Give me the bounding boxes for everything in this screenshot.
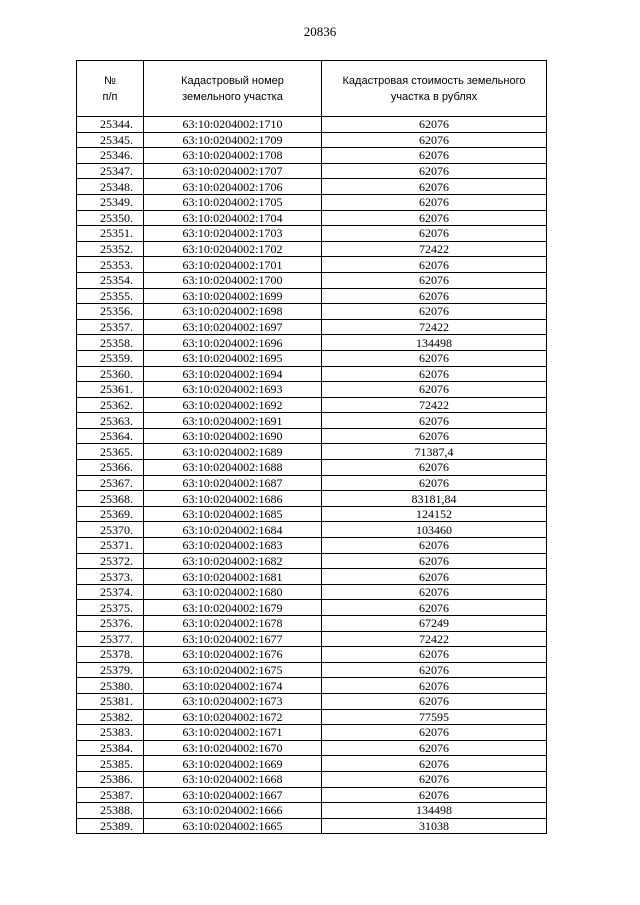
cadastral-value-cell: 62076 bbox=[322, 584, 547, 600]
table-row bbox=[77, 366, 547, 382]
row-number-cell: 25345. bbox=[77, 132, 144, 148]
table-row bbox=[77, 600, 547, 616]
cadastral-number-cell: 63:10:0204002:1669 bbox=[144, 756, 322, 772]
table-row bbox=[77, 818, 547, 834]
cadastral-number-cell: 63:10:0204002:1687 bbox=[144, 475, 322, 491]
cadastral-value-cell: 72422 bbox=[322, 319, 547, 335]
row-number-cell: 25366. bbox=[77, 460, 144, 476]
cadastral-number-cell: 63:10:0204002:1689 bbox=[144, 444, 322, 460]
cadastral-number-cell: 63:10:0204002:1683 bbox=[144, 538, 322, 554]
cadastral-value-cell: 62076 bbox=[322, 428, 547, 444]
cadastral-number-cell: 63:10:0204002:1696 bbox=[144, 335, 322, 351]
table-row bbox=[77, 787, 547, 803]
cadastral-number-cell: 63:10:0204002:1704 bbox=[144, 210, 322, 226]
cadastral-value-cell: 62076 bbox=[322, 226, 547, 242]
table-row bbox=[77, 179, 547, 195]
row-number-cell: 25358. bbox=[77, 335, 144, 351]
cadastral-value-cell: 62076 bbox=[322, 257, 547, 273]
cadastral-number-cell: 63:10:0204002:1710 bbox=[144, 117, 322, 133]
table-row bbox=[77, 662, 547, 678]
row-number-cell: 25381. bbox=[77, 693, 144, 709]
row-number-cell: 25361. bbox=[77, 382, 144, 398]
cadastral-value-cell: 124152 bbox=[322, 506, 547, 522]
row-number-cell: 25353. bbox=[77, 257, 144, 273]
cadastral-number-cell: 63:10:0204002:1701 bbox=[144, 257, 322, 273]
row-number-cell: 25374. bbox=[77, 584, 144, 600]
cadastral-number-cell: 63:10:0204002:1668 bbox=[144, 771, 322, 787]
row-number-cell: 25376. bbox=[77, 616, 144, 632]
cadastral-number-cell: 63:10:0204002:1691 bbox=[144, 413, 322, 429]
cadastral-value-cell: 83181,84 bbox=[322, 491, 547, 507]
cadastral-value-cell: 62076 bbox=[322, 725, 547, 741]
row-number-cell: 25351. bbox=[77, 226, 144, 242]
row-number-cell: 25360. bbox=[77, 366, 144, 382]
row-number-cell: 25357. bbox=[77, 319, 144, 335]
header-cadastral-number: Кадастровый номер земельного участка bbox=[144, 61, 322, 117]
cadastral-value-cell: 62076 bbox=[322, 756, 547, 772]
table-row bbox=[77, 553, 547, 569]
cadastral-value-cell: 62076 bbox=[322, 460, 547, 476]
cadastral-value-cell: 134498 bbox=[322, 335, 547, 351]
cadastral-value-cell: 62076 bbox=[322, 350, 547, 366]
cadastral-value-cell: 62076 bbox=[322, 382, 547, 398]
cadastral-value-cell: 31038 bbox=[322, 818, 547, 834]
row-number-cell: 25378. bbox=[77, 647, 144, 663]
cadastral-number-cell: 63:10:0204002:1690 bbox=[144, 428, 322, 444]
cadastral-number-cell: 63:10:0204002:1699 bbox=[144, 288, 322, 304]
table-row bbox=[77, 631, 547, 647]
cadastral-value-cell: 62076 bbox=[322, 538, 547, 554]
row-number-cell: 25371. bbox=[77, 538, 144, 554]
row-number-cell: 25384. bbox=[77, 740, 144, 756]
row-number-cell: 25346. bbox=[77, 148, 144, 164]
row-number-cell: 25382. bbox=[77, 709, 144, 725]
cadastral-number-cell: 63:10:0204002:1706 bbox=[144, 179, 322, 195]
table-row bbox=[77, 569, 547, 585]
table-row bbox=[77, 319, 547, 335]
row-number-cell: 25344. bbox=[77, 117, 144, 133]
header-row bbox=[77, 61, 547, 117]
cadastral-number-cell: 63:10:0204002:1682 bbox=[144, 553, 322, 569]
row-number-cell: 25389. bbox=[77, 818, 144, 834]
cadastral-value-cell: 134498 bbox=[322, 803, 547, 819]
row-number-cell: 25355. bbox=[77, 288, 144, 304]
table-row bbox=[77, 740, 547, 756]
table-row bbox=[77, 444, 547, 460]
cadastral-value-cell: 103460 bbox=[322, 522, 547, 538]
cadastral-value-cell: 62076 bbox=[322, 569, 547, 585]
cadastral-number-cell: 63:10:0204002:1666 bbox=[144, 803, 322, 819]
cadastral-value-cell: 71387,4 bbox=[322, 444, 547, 460]
row-number-cell: 25364. bbox=[77, 428, 144, 444]
table-row bbox=[77, 304, 547, 320]
cadastral-value-cell: 62076 bbox=[322, 366, 547, 382]
cadastral-value-cell: 62076 bbox=[322, 148, 547, 164]
cadastral-number-cell: 63:10:0204002:1700 bbox=[144, 272, 322, 288]
table-row bbox=[77, 241, 547, 257]
cadastral-number-cell: 63:10:0204002:1707 bbox=[144, 163, 322, 179]
cadastral-number-cell: 63:10:0204002:1685 bbox=[144, 506, 322, 522]
table-row bbox=[77, 771, 547, 787]
table-row bbox=[77, 257, 547, 273]
cadastral-value-cell: 62076 bbox=[322, 662, 547, 678]
cadastral-value-cell: 77595 bbox=[322, 709, 547, 725]
table-row bbox=[77, 413, 547, 429]
table-row bbox=[77, 584, 547, 600]
cadastral-value-cell: 62076 bbox=[322, 210, 547, 226]
row-number-cell: 25367. bbox=[77, 475, 144, 491]
row-number-cell: 25356. bbox=[77, 304, 144, 320]
row-number-cell: 25354. bbox=[77, 272, 144, 288]
cadastral-number-cell: 63:10:0204002:1697 bbox=[144, 319, 322, 335]
row-number-cell: 25383. bbox=[77, 725, 144, 741]
cadastral-value-cell: 62076 bbox=[322, 288, 547, 304]
row-number-cell: 25388. bbox=[77, 803, 144, 819]
cadastral-value-cell: 62076 bbox=[322, 179, 547, 195]
table-body bbox=[77, 117, 547, 834]
table-row bbox=[77, 163, 547, 179]
cadastral-value-cell: 62076 bbox=[322, 163, 547, 179]
row-number-cell: 25368. bbox=[77, 491, 144, 507]
header-cadastral-value: Кадастровая стоимость земельного участка в рублях bbox=[322, 61, 547, 117]
table-row bbox=[77, 693, 547, 709]
cadastral-value-cell: 62076 bbox=[322, 553, 547, 569]
cadastral-number-cell: 63:10:0204002:1675 bbox=[144, 662, 322, 678]
row-number-cell: 25379. bbox=[77, 662, 144, 678]
cadastral-value-cell: 62076 bbox=[322, 740, 547, 756]
cadastral-number-cell: 63:10:0204002:1702 bbox=[144, 241, 322, 257]
cadastral-value-cell: 62076 bbox=[322, 678, 547, 694]
row-number-cell: 25380. bbox=[77, 678, 144, 694]
table-row bbox=[77, 226, 547, 242]
table-row bbox=[77, 616, 547, 632]
row-number-cell: 25372. bbox=[77, 553, 144, 569]
row-number-cell: 25362. bbox=[77, 397, 144, 413]
cadastral-value-cell: 62076 bbox=[322, 413, 547, 429]
table-header bbox=[77, 61, 547, 117]
row-number-cell: 25365. bbox=[77, 444, 144, 460]
row-number-cell: 25359. bbox=[77, 350, 144, 366]
cadastral-value-cell: 62076 bbox=[322, 693, 547, 709]
table-row bbox=[77, 491, 547, 507]
cadastral-number-cell: 63:10:0204002:1694 bbox=[144, 366, 322, 382]
row-number-cell: 25348. bbox=[77, 179, 144, 195]
cadastral-number-cell: 63:10:0204002:1673 bbox=[144, 693, 322, 709]
cadastral-value-cell: 62076 bbox=[322, 475, 547, 491]
row-number-cell: 25387. bbox=[77, 787, 144, 803]
cadastral-value-cell: 67249 bbox=[322, 616, 547, 632]
table-row bbox=[77, 148, 547, 164]
table-row bbox=[77, 194, 547, 210]
cadastral-number-cell: 63:10:0204002:1667 bbox=[144, 787, 322, 803]
row-number-cell: 25349. bbox=[77, 194, 144, 210]
table-row bbox=[77, 272, 547, 288]
cadastral-number-cell: 63:10:0204002:1670 bbox=[144, 740, 322, 756]
table-row bbox=[77, 506, 547, 522]
table-row bbox=[77, 428, 547, 444]
cadastral-number-cell: 63:10:0204002:1680 bbox=[144, 584, 322, 600]
table-row bbox=[77, 725, 547, 741]
cadastral-value-cell: 62076 bbox=[322, 771, 547, 787]
cadastral-value-cell: 62076 bbox=[322, 194, 547, 210]
cadastral-number-cell: 63:10:0204002:1703 bbox=[144, 226, 322, 242]
cadastral-number-cell: 63:10:0204002:1709 bbox=[144, 132, 322, 148]
table-row bbox=[77, 756, 547, 772]
cadastral-number-cell: 63:10:0204002:1692 bbox=[144, 397, 322, 413]
cadastral-number-cell: 63:10:0204002:1695 bbox=[144, 350, 322, 366]
cadastral-number-cell: 63:10:0204002:1679 bbox=[144, 600, 322, 616]
table-row bbox=[77, 132, 547, 148]
table-row bbox=[77, 803, 547, 819]
cadastral-number-cell: 63:10:0204002:1671 bbox=[144, 725, 322, 741]
cadastral-number-cell: 63:10:0204002:1672 bbox=[144, 709, 322, 725]
table-row bbox=[77, 210, 547, 226]
cadastral-number-cell: 63:10:0204002:1705 bbox=[144, 194, 322, 210]
cadastral-number-cell: 63:10:0204002:1686 bbox=[144, 491, 322, 507]
cadastral-value-cell: 72422 bbox=[322, 631, 547, 647]
cadastral-value-cell: 62076 bbox=[322, 117, 547, 133]
cadastral-value-cell: 72422 bbox=[322, 241, 547, 257]
table-row bbox=[77, 397, 547, 413]
cadastral-number-cell: 63:10:0204002:1677 bbox=[144, 631, 322, 647]
row-number-cell: 25377. bbox=[77, 631, 144, 647]
table-row bbox=[77, 647, 547, 663]
table-row bbox=[77, 538, 547, 554]
row-number-cell: 25370. bbox=[77, 522, 144, 538]
row-number-cell: 25363. bbox=[77, 413, 144, 429]
page-number: 20836 bbox=[303, 24, 337, 39]
row-number-cell: 25347. bbox=[77, 163, 144, 179]
row-number-cell: 25373. bbox=[77, 569, 144, 585]
row-number-cell: 25352. bbox=[77, 241, 144, 257]
table-row bbox=[77, 522, 547, 538]
header-row-number: № п/п bbox=[77, 61, 144, 117]
cadastral-number-cell: 63:10:0204002:1676 bbox=[144, 647, 322, 663]
cadastral-number-cell: 63:10:0204002:1681 bbox=[144, 569, 322, 585]
table-row bbox=[77, 288, 547, 304]
cadastral-value-cell: 62076 bbox=[322, 647, 547, 663]
cadastral-number-cell: 63:10:0204002:1693 bbox=[144, 382, 322, 398]
cadastral-value-cell: 62076 bbox=[322, 304, 547, 320]
row-number-cell: 25369. bbox=[77, 506, 144, 522]
table-row bbox=[77, 678, 547, 694]
cadastral-number-cell: 63:10:0204002:1684 bbox=[144, 522, 322, 538]
cadastral-number-cell: 63:10:0204002:1708 bbox=[144, 148, 322, 164]
cadastral-value-cell: 72422 bbox=[322, 397, 547, 413]
table-row bbox=[77, 117, 547, 133]
cadastral-value-cell: 62076 bbox=[322, 272, 547, 288]
row-number-cell: 25375. bbox=[77, 600, 144, 616]
row-number-cell: 25386. bbox=[77, 771, 144, 787]
cadastral-number-cell: 63:10:0204002:1688 bbox=[144, 460, 322, 476]
cadastral-number-cell: 63:10:0204002:1698 bbox=[144, 304, 322, 320]
cadastral-number-cell: 63:10:0204002:1665 bbox=[144, 818, 322, 834]
table-row bbox=[77, 460, 547, 476]
row-number-cell: 25385. bbox=[77, 756, 144, 772]
cadastral-number-cell: 63:10:0204002:1674 bbox=[144, 678, 322, 694]
table-row bbox=[77, 335, 547, 351]
cadastral-value-cell: 62076 bbox=[322, 600, 547, 616]
cadastral-value-cell: 62076 bbox=[322, 132, 547, 148]
table-row bbox=[77, 709, 547, 725]
row-number-cell: 25350. bbox=[77, 210, 144, 226]
cadastral-number-cell: 63:10:0204002:1678 bbox=[144, 616, 322, 632]
table-row bbox=[77, 350, 547, 366]
cadastral-value-table bbox=[76, 60, 547, 834]
table-row bbox=[77, 382, 547, 398]
cadastral-value-cell: 62076 bbox=[322, 787, 547, 803]
table-row bbox=[77, 475, 547, 491]
